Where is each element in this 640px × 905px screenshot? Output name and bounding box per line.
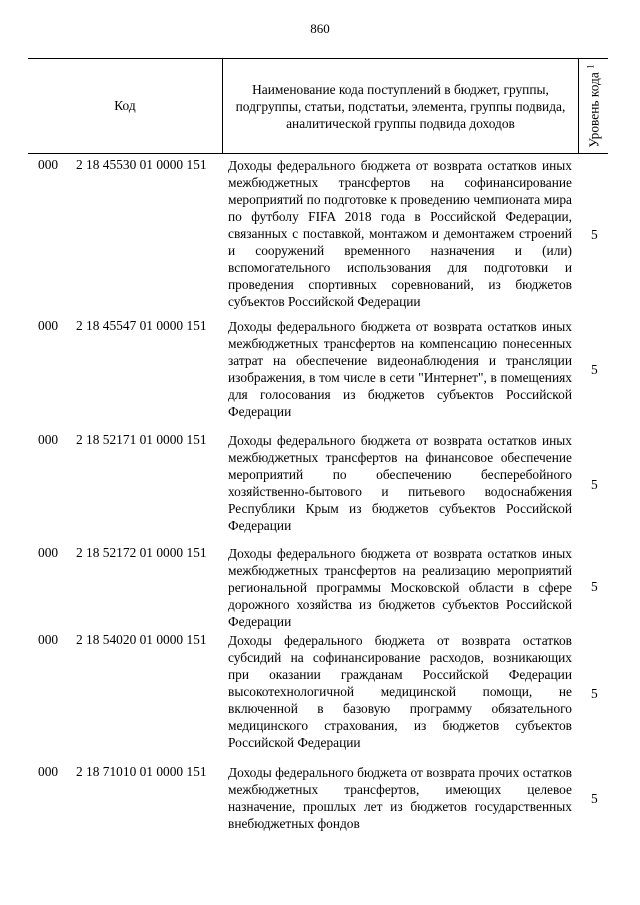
income-name: Доходы федерального бюджета от возврата остатков иных межбюджетных трансфертов на софинансирование мероприятий по подготовке к проведению чемпионата мира по футболу FIFA 2018 года в Российской Федерации, связанных с поставкой, монтажом и демонтажем строений и сооружений временного назначения и (или) вспомогательного использования для подготовки и проведения спортивных соревнований, из бюджетов субъектов Российской Федерации <box>228 158 572 309</box>
budget-code: 2 18 54020 01 0000 151 <box>76 632 207 647</box>
admin-code: 000 <box>38 545 59 560</box>
header-code-label: Код <box>114 98 136 113</box>
income-name: Доходы федерального бюджета от возврата прочих остатков межбюджетных трансфертов, имеющих целевое назначение, прошлых лет из бюджетов государственных внебюджетных фондов <box>228 765 572 831</box>
budget-code: 2 18 52172 01 0000 151 <box>76 545 207 560</box>
admin-code: 000 <box>38 157 59 172</box>
budget-code: 2 18 52171 01 0000 151 <box>76 432 207 447</box>
header-level-label: Уровень кода <box>586 72 602 148</box>
header-level-rotated <box>585 64 602 147</box>
header-level-footnote: 1 <box>584 64 595 69</box>
code-level: 5 <box>591 579 598 594</box>
budget-code: 2 18 71010 01 0000 151 <box>76 764 207 779</box>
code-level: 5 <box>591 791 598 806</box>
header-level <box>579 59 608 153</box>
header-name <box>223 59 578 153</box>
code-level: 5 <box>591 362 598 377</box>
income-name: Доходы федерального бюджета от возврата остатков иных межбюджетных трансфертов на компенсацию понесенных затрат на обеспечение видеонаблюдения и трансляции изображения, в том числе в сети "Интернет", в помещениях для голосования из бюджетов субъектов Российской Федерации <box>228 319 572 419</box>
header-code <box>28 59 222 153</box>
page-number: 860 <box>310 21 330 36</box>
budget-code: 2 18 45530 01 0000 151 <box>76 157 207 172</box>
admin-code: 000 <box>38 432 59 447</box>
budget-code: 2 18 45547 01 0000 151 <box>76 318 207 333</box>
code-level: 5 <box>591 477 598 492</box>
table-header <box>28 58 608 154</box>
admin-code: 000 <box>38 632 59 647</box>
income-name: Доходы федерального бюджета от возврата остатков субсидий на софинансирование расходов, возникающих при оказании гражданам Российской Федерации высокотехнологичной медицинской помощи, не включенной в базовую программу обязательного медицинского страхования, из бюджетов субъектов Российской Федерации <box>228 633 572 750</box>
code-level: 5 <box>591 686 598 701</box>
income-name: Доходы федерального бюджета от возврата остатков иных межбюджетных трансфертов на реализацию мероприятий региональной программы Московской области в сфере дорожного хозяйства из бюджетов субъектов Российской Федерации <box>228 546 572 629</box>
code-level: 5 <box>591 227 598 242</box>
admin-code: 000 <box>38 318 59 333</box>
header-name-label: Наименование кода поступлений в бюджет, группы, подгруппы, статьи, подстатьи, элемента, группы подвида, аналитической группы подвида доходов <box>235 81 566 131</box>
admin-code: 000 <box>38 764 59 779</box>
income-name: Доходы федерального бюджета от возврата остатков иных межбюджетных трансфертов на финансовое обеспечение мероприятий по обеспечению бесперебойного хозяйственно-бытового и питьевого водоснабжения Республики Крым из бюджетов субъектов Российской Федерации <box>228 433 572 533</box>
